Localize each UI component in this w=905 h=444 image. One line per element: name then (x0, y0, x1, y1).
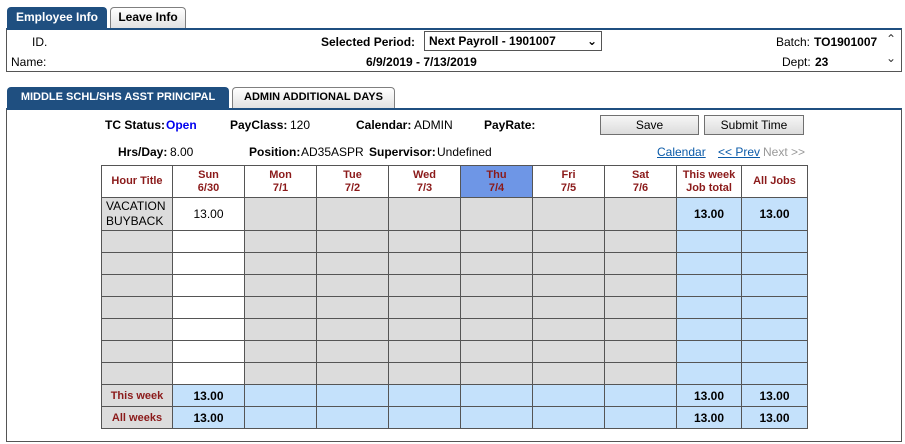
table-row (102, 198, 808, 231)
tc-status-value: Open (166, 118, 197, 132)
calendar-link[interactable]: Calendar (657, 145, 706, 159)
hours-cell (317, 319, 389, 341)
hours-input-sun[interactable] (173, 363, 245, 385)
total-cell (245, 407, 317, 429)
hours-cell (605, 297, 677, 319)
payclass-value: 120 (290, 118, 311, 132)
all-jobs-cell: 13.00 (742, 198, 808, 231)
tab-leave-info[interactable]: Leave Info (110, 7, 186, 28)
hour-title-select[interactable] (102, 253, 173, 275)
hours-cell (245, 275, 317, 297)
all-weeks-all: 13.00 (742, 407, 808, 429)
hours-cell (317, 275, 389, 297)
hours-cell (533, 297, 605, 319)
tab-primary-job[interactable]: MIDDLE SCHL/SHS ASST PRINCIPAL (7, 87, 229, 108)
hours-cell (245, 297, 317, 319)
position-label: Position: (249, 145, 301, 159)
week-total-cell (677, 275, 742, 297)
total-cell (461, 407, 533, 429)
total-cell (461, 385, 533, 407)
hours-cell (461, 253, 533, 275)
hours-cell (533, 341, 605, 363)
table-row (102, 319, 808, 341)
week-total-cell (677, 363, 742, 385)
hours-cell (605, 319, 677, 341)
hours-cell (533, 231, 605, 253)
hours-cell (389, 231, 461, 253)
all-jobs-cell (742, 297, 808, 319)
hour-title-select[interactable] (102, 275, 173, 297)
hours-cell (245, 319, 317, 341)
tab-secondary-job[interactable]: ADMIN ADDITIONAL DAYS (232, 87, 395, 108)
total-cell (533, 385, 605, 407)
dept-label: Dept: (782, 55, 811, 69)
hours-input-sun[interactable] (173, 341, 245, 363)
period-select[interactable] (424, 31, 602, 51)
hours-cell (605, 253, 677, 275)
hours-cell (533, 198, 605, 231)
all-jobs-header: All Jobs (742, 166, 808, 198)
all-jobs-cell (742, 319, 808, 341)
table-row (102, 275, 808, 297)
hours-cell (461, 198, 533, 231)
this-week-total: 13.00 (677, 385, 742, 407)
name-label: Name: (11, 55, 47, 69)
hours-cell (317, 253, 389, 275)
table-row (102, 297, 808, 319)
day-header-tue: Tue 7/2 (317, 166, 389, 198)
hours-cell (245, 231, 317, 253)
scroll-down-icon[interactable]: ⌄ (886, 51, 897, 65)
all-weeks-sun: 13.00 (173, 407, 245, 429)
total-cell (389, 407, 461, 429)
all-weeks-row (102, 407, 808, 429)
hours-cell (605, 198, 677, 231)
hours-input-sun[interactable] (173, 231, 245, 253)
table-row (102, 253, 808, 275)
total-cell (317, 407, 389, 429)
hours-cell (605, 363, 677, 385)
total-cell (389, 385, 461, 407)
this-week-row (102, 385, 808, 407)
hours-cell (605, 231, 677, 253)
hours-cell (533, 319, 605, 341)
tc-status-label: TC Status: (105, 118, 165, 132)
batch-label: Batch: (776, 35, 811, 49)
hours-cell (245, 363, 317, 385)
tab-employee-info[interactable]: Employee Info (7, 7, 107, 28)
supervisor-value: Undefined (437, 145, 492, 159)
hours-cell (245, 253, 317, 275)
hours-input-sun[interactable] (173, 253, 245, 275)
this-week-all: 13.00 (742, 385, 808, 407)
total-cell (317, 385, 389, 407)
day-header-mon: Mon 7/1 (245, 166, 317, 198)
dept-value: 23 (815, 55, 829, 69)
total-cell (605, 385, 677, 407)
hours-cell (605, 341, 677, 363)
week-total-header: This week Job total (677, 166, 742, 198)
hours-cell (389, 253, 461, 275)
total-cell (533, 407, 605, 429)
hours-cell (389, 363, 461, 385)
next-week-link: Next >> (763, 145, 806, 159)
hour-title-select[interactable] (102, 319, 173, 341)
period-select-value: Next Payroll - 1901007 (429, 34, 556, 48)
save-button[interactable]: Save (600, 115, 699, 135)
empty-rows (102, 231, 808, 385)
day-header-wed: Wed 7/3 (389, 166, 461, 198)
hours-cell (461, 231, 533, 253)
total-cell (245, 385, 317, 407)
all-jobs-cell (742, 231, 808, 253)
table-row (102, 341, 808, 363)
submit-time-button[interactable]: Submit Time (704, 115, 804, 135)
hours-cell (461, 319, 533, 341)
all-weeks-total: 13.00 (677, 407, 742, 429)
table-row (102, 363, 808, 385)
hours-input-sun[interactable]: 13.00 (173, 198, 245, 231)
id-label: ID. (32, 35, 48, 49)
hours-cell (533, 275, 605, 297)
supervisor-label: Supervisor: (369, 145, 436, 159)
hour-title-select[interactable] (102, 363, 173, 385)
hours-cell (245, 341, 317, 363)
hours-cell (317, 363, 389, 385)
hours-cell (605, 275, 677, 297)
week-total-cell (677, 297, 742, 319)
payrate-label: PayRate: (484, 118, 536, 132)
all-jobs-cell (742, 275, 808, 297)
all-jobs-cell (742, 363, 808, 385)
all-jobs-cell (742, 253, 808, 275)
hours-cell (317, 341, 389, 363)
this-week-label: This week (102, 385, 173, 407)
week-total-cell (677, 341, 742, 363)
hours-cell (245, 198, 317, 231)
hours-cell (461, 341, 533, 363)
hours-cell (389, 275, 461, 297)
timecard-grid (101, 165, 808, 429)
hrsday-value: 8.00 (170, 145, 194, 159)
day-header-thu: Thu 7/4 (461, 166, 533, 198)
hour-title-select[interactable] (102, 231, 173, 253)
week-total-cell (677, 253, 742, 275)
hours-cell (389, 198, 461, 231)
week-total-cell (677, 231, 742, 253)
hour-title-select[interactable] (102, 297, 173, 319)
chevron-down-icon: ⌄ (586, 34, 597, 48)
calendar-label: Calendar: (356, 118, 412, 132)
position-value: AD35ASPR (301, 145, 364, 159)
hours-cell (533, 363, 605, 385)
payclass-label: PayClass: (230, 118, 288, 132)
hours-cell (533, 253, 605, 275)
week-total-cell (677, 319, 742, 341)
all-weeks-label: All weeks (102, 407, 173, 429)
week-total-cell: 13.00 (677, 198, 742, 231)
hours-cell (389, 319, 461, 341)
batch-value: TO1901007 (814, 35, 878, 49)
hours-input-sun[interactable] (173, 297, 245, 319)
day-header-sat: Sat 7/6 (605, 166, 677, 198)
prev-week-link[interactable]: << Prev (718, 145, 761, 159)
hours-cell (461, 363, 533, 385)
period-dates: 6/9/2019 - 7/13/2019 (366, 55, 477, 69)
hour-title-select[interactable] (102, 341, 173, 363)
day-header-fri: Fri 7/5 (533, 166, 605, 198)
table-row (102, 231, 808, 253)
hours-input-sun[interactable] (173, 319, 245, 341)
calendar-value: ADMIN (414, 118, 453, 132)
hour-title-header: Hour Title (102, 166, 173, 198)
selected-period-label: Selected Period: (321, 35, 416, 49)
hours-cell (461, 297, 533, 319)
hrsday-label: Hrs/Day: (118, 145, 168, 159)
total-cell (605, 407, 677, 429)
hours-cell (317, 198, 389, 231)
hours-cell (317, 231, 389, 253)
scroll-up-icon[interactable]: ⌃ (886, 32, 897, 46)
hours-cell (461, 275, 533, 297)
all-jobs-cell (742, 341, 808, 363)
this-week-sun: 13.00 (173, 385, 245, 407)
hours-cell (317, 297, 389, 319)
hours-cell (389, 341, 461, 363)
hours-cell (389, 297, 461, 319)
day-header-sun: Sun 6/30 (173, 166, 245, 198)
hour-title-cell: VACATION BUYBACK (102, 198, 173, 231)
hours-input-sun[interactable] (173, 275, 245, 297)
